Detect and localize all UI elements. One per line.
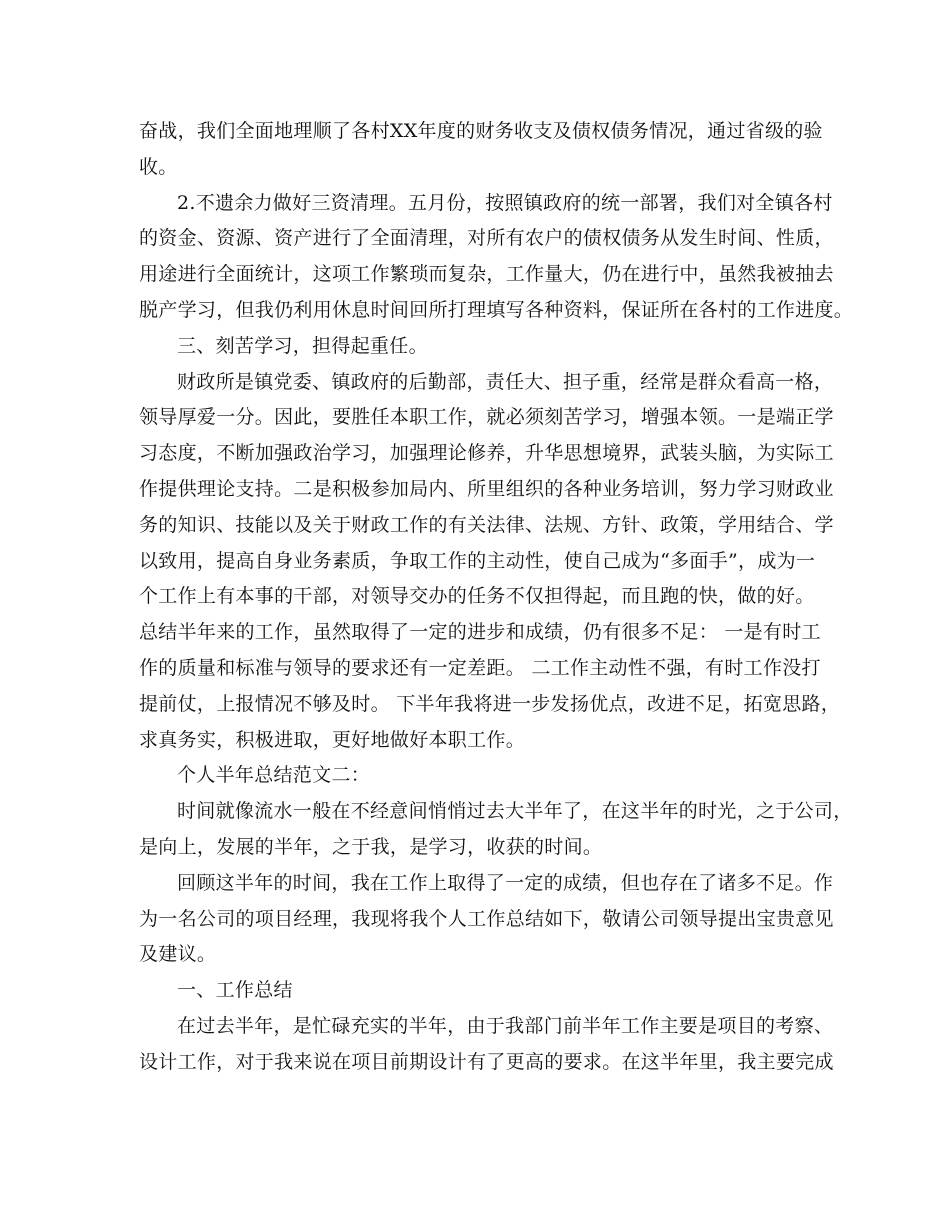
text-line: 2.不遗余力做好三资清理。五月份，按照镇政府的统一部署，我们对全镇各村 <box>177 191 833 214</box>
text-line: 设计工作，对于我来说在项目前期设计有了更高的要求。在这半年里，我主要完成 <box>139 1050 834 1073</box>
text-line: 领导厚爱一分。因此，要胜任本职工作，就必须刻苦学习，增强本领。一是端正学 <box>139 406 834 429</box>
text-line: 习态度，不断加强政治学习，加强理论修养，升华思想境界，武装头脑，为实际工 <box>139 442 834 465</box>
text-line: 为一名公司的项目经理，我现将我个人工作总结如下，敬请公司领导提出宝贵意见 <box>139 907 834 930</box>
text-line: 奋战，我们全面地理顺了各村XX年度的财务收支及债权债务情况，通过省级的验 <box>139 120 823 142</box>
text-line: 总结半年来的工作，虽然取得了一定的进步和成绩，仍有很多不足： 一是有时工 <box>139 621 821 644</box>
text-line: 作提供理论支持。二是积极参加局内、所里组织的各种业务培训，努力学习财政业 <box>139 477 834 500</box>
text-line: 财政所是镇党委、镇政府的后勤部，责任大、担子重，经常是群众看高一格， <box>177 370 834 393</box>
text-line: 求真务实，积极进取，更好地做好本职工作。 <box>139 728 526 751</box>
text-line: 收。 <box>139 155 178 178</box>
text-line: 务的知识、技能以及关于财政工作的有关法律、法规、方针、政策，学用结合、学 <box>139 513 834 536</box>
text-line: 及建议。 <box>139 943 217 966</box>
text-line: 用途进行全面统计，这项工作繁琐而复杂，工作量大，仍在进行中，虽然我被抽去 <box>139 263 834 286</box>
text-line: 个人半年总结范文二： <box>177 764 371 787</box>
text-line: 以致用，提高自身业务素质，争取工作的主动性，使自己成为“多面手”，成为一 <box>139 549 816 572</box>
text-line: 的资金、资源、资产进行了全面清理，对所有农户的债权债务从发生时间、性质， <box>139 227 834 250</box>
text-line: 时间就像流水一般在不经意间悄悄过去大半年了，在这半年的时光，之于公司， <box>177 800 853 823</box>
text-line: 个工作上有本事的干部，对领导交办的任务不仅担得起，而且跑的快，做的好。 <box>139 585 815 608</box>
text-line: 三、刻苦学习，担得起重任。 <box>177 334 428 357</box>
text-line: 脱产学习，但我仍利用休息时间回所打理填写各种资料，保证所在各村的工作进度。 <box>139 298 854 321</box>
text-line: 回顾这半年的时间，我在工作上取得了一定的成绩，但也存在了诸多不足。作 <box>177 871 834 894</box>
text-line: 一、工作总结 <box>177 979 293 1002</box>
text-line: 作的质量和标准与领导的要求还有一定差距。 二工作主动性不强，有时工作没打 <box>139 656 821 679</box>
text-line: 在过去半年，是忙碌充实的半年，由于我部门前半年工作主要是项目的考察、 <box>177 1014 834 1037</box>
document-body <box>139 114 854 1081</box>
text-line: 是向上，发展的半年，之于我，是学习，收获的时间。 <box>139 835 603 858</box>
text-line: 提前仗，上报情况不够及时。 下半年我将进一步发扬优点，改进不足，拓宽思路， <box>139 692 841 715</box>
